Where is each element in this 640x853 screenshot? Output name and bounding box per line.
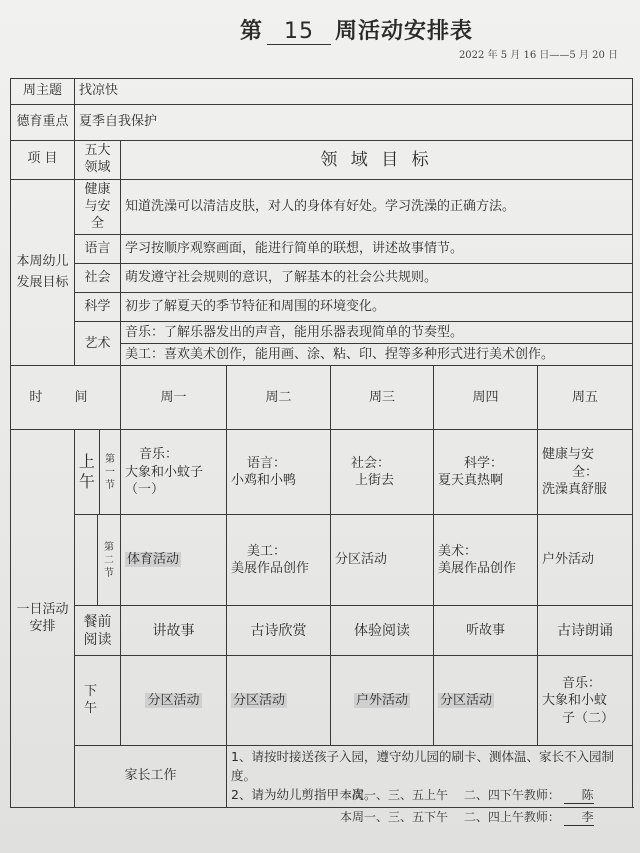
activity-title: 小鸡和小鸭	[231, 473, 297, 489]
activity-cell	[227, 656, 331, 746]
activity-title: 分区活动	[335, 552, 388, 567]
goal-row	[11, 264, 633, 293]
morning-cell	[75, 430, 121, 515]
morning-cell	[75, 515, 121, 606]
parent-note: 2、请为幼儿剪指甲一次。	[231, 786, 377, 802]
moral-label: 德育重点	[11, 105, 75, 141]
activity-title-cont: 子（二）	[562, 710, 615, 726]
activity-cell	[121, 515, 227, 606]
morning-label: 上午	[75, 430, 100, 514]
activity-cell	[434, 430, 538, 515]
goal-row	[11, 293, 633, 322]
goal-text: 美工：喜欢美术创作，能用画、涂、粘、印、捏等多种形式进行美术创作。	[121, 344, 633, 366]
signature-1: 陈	[564, 786, 594, 804]
daily-activities-label: 一日活动安排	[11, 430, 75, 807]
activity-title: 大象和小蚊	[542, 693, 608, 709]
activity-cell	[538, 430, 633, 515]
reading-label: 餐前阅读	[75, 606, 121, 656]
domains-header: 五大领域	[75, 141, 121, 180]
activity-subject: 科学：	[464, 455, 504, 471]
day-header: 周三	[331, 366, 434, 430]
goal-row	[11, 179, 633, 235]
activity-cell	[121, 430, 227, 515]
activity-cell	[331, 515, 434, 606]
activity-cell	[434, 515, 538, 606]
activity-subject: 音乐：	[139, 447, 179, 463]
reading-cell: 讲故事	[121, 606, 227, 656]
goal-text: 学习按顺序观察画面，能进行简单的联想，讲述故事情节。	[121, 235, 633, 264]
day-header: 周四	[434, 366, 538, 430]
morning-session-1	[11, 430, 633, 515]
day-header: 周一	[121, 366, 227, 430]
activity-subject: 语言：	[247, 455, 287, 471]
theme-row	[11, 79, 633, 105]
goal-domain: 艺术	[75, 322, 121, 366]
activity-cell	[538, 515, 633, 606]
day-header-row	[11, 366, 633, 430]
parent-note: 1、请按时接送孩子入园，遵守幼儿园的刷卡、测体温、家长不入园制度。	[231, 749, 614, 784]
domain-goals-header: 领 域 目 标	[121, 141, 633, 180]
activity-title: 体育活动	[127, 552, 180, 567]
activity-subject: 健康与安	[542, 447, 595, 463]
activity-title: 分区活动	[233, 692, 286, 708]
moral-value: 夏季自我保护	[75, 105, 633, 141]
goal-row	[11, 322, 633, 344]
schedule-table	[10, 78, 633, 808]
theme-label: 周主题	[11, 79, 75, 105]
goal-text: 初步了解夏天的季节特征和周围的环境变化。	[121, 293, 633, 322]
goals-header-row	[11, 141, 633, 180]
activity-title: 分区活动	[440, 692, 493, 708]
activity-title: 美展作品创作	[438, 561, 517, 577]
moral-row	[11, 105, 633, 141]
activity-cell	[331, 656, 434, 746]
date-range: 2022 年 5 月 16 日——5 月 20 日	[458, 50, 618, 61]
afternoon-label: 下午	[75, 656, 121, 746]
activity-title: 上街去	[355, 473, 395, 489]
activity-title: 美展作品创作	[231, 561, 310, 577]
weekly-goals-label: 本周幼儿发展目标	[11, 179, 75, 366]
activity-cell	[121, 656, 227, 746]
reading-cell: 听故事	[434, 606, 538, 656]
activity-title: 洗澡真舒服	[542, 482, 608, 498]
page-title	[240, 14, 473, 45]
activity-title: 户外活动	[542, 552, 595, 567]
activity-cell	[331, 430, 434, 515]
activity-cell	[227, 515, 331, 606]
parent-work-label: 家长工作	[75, 746, 227, 807]
goal-text: 知道洗澡可以清洁皮肤，对人的身体有好处。学习洗澡的正确方法。	[121, 179, 633, 235]
activity-subject: 社会：	[351, 455, 391, 471]
goal-domain: 科学	[75, 293, 121, 322]
reading-row	[11, 606, 633, 656]
goal-text: 音乐：了解乐器发出的声音，能用乐器表现简单的节奏型。	[121, 322, 633, 344]
project-header: 项 目	[11, 141, 75, 180]
afternoon-row	[11, 656, 633, 746]
goal-domain: 语言	[75, 235, 121, 264]
activity-title: 分区活动	[147, 692, 200, 708]
goal-row	[11, 235, 633, 264]
activity-subject: 美术：	[438, 543, 478, 559]
reading-cell: 古诗欣赏	[227, 606, 331, 656]
activity-cell	[227, 430, 331, 515]
theme-value: 找凉快	[75, 79, 633, 105]
activity-subject: 音乐：	[562, 675, 602, 691]
activity-title: 户外活动	[355, 692, 408, 708]
title-prefix: 第	[240, 19, 264, 44]
activity-title: 大象和小蚊子（一）	[125, 464, 204, 498]
activity-cell	[434, 656, 538, 746]
week-number: 15	[267, 19, 331, 45]
morning-session-2	[11, 515, 633, 606]
teacher-line-2: 本周一、三、五下午 二、四上午教师： 李	[340, 810, 594, 824]
time-header: 时 间	[11, 366, 121, 430]
teacher-line-1: 本周一、三、五上午 二、四下午教师： 陈	[340, 788, 594, 802]
goal-domain: 社会	[75, 264, 121, 293]
reading-cell: 体验阅读	[331, 606, 434, 656]
activity-subject-cont: 全：	[572, 464, 599, 480]
day-header: 周五	[538, 366, 633, 430]
activity-cell	[538, 656, 633, 746]
activity-subject: 美工：	[247, 543, 287, 559]
signature-2: 李	[564, 808, 594, 826]
goal-domain: 健康与安全	[75, 179, 121, 235]
reading-cell: 古诗朗诵	[538, 606, 633, 656]
goal-text: 萌发遵守社会规则的意识，了解基本的社会公共规则。	[121, 264, 633, 293]
activity-title: 夏天真热啊	[438, 473, 504, 489]
period-2-label: 第二节	[104, 541, 114, 579]
day-header: 周二	[227, 366, 331, 430]
period-1-label: 第一节	[105, 453, 115, 491]
title-suffix: 周活动安排表	[335, 19, 474, 44]
